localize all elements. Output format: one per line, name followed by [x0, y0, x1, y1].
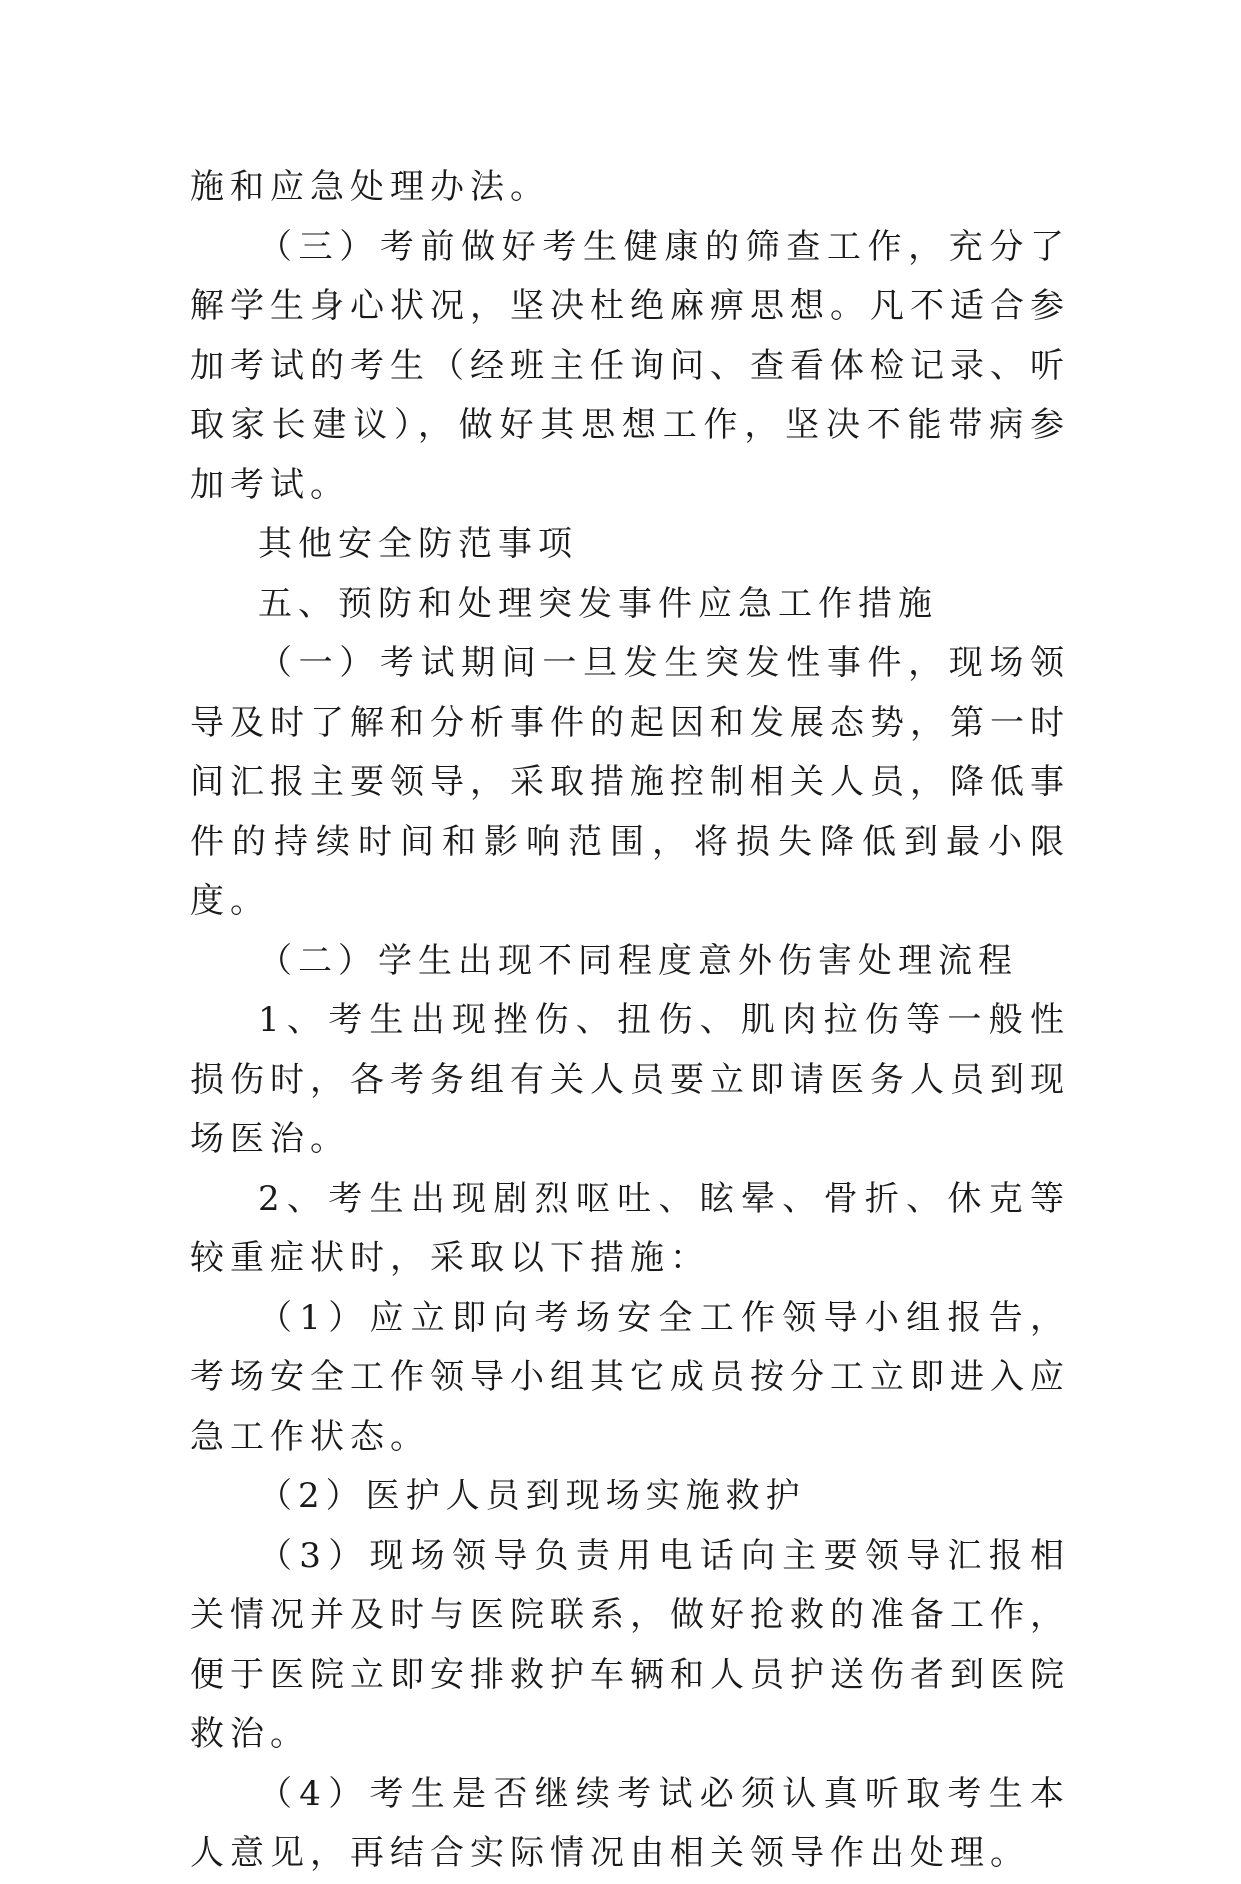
paragraph-step-3: （3）现场领导负责用电话向主要领导汇报相关情况并及时与医院联系，做好抢救的准备工作，便于医院立即安排救护车辆和人员护送伤者到医院救治。: [190, 1535, 1070, 1754]
paragraph-step-1: （1）应立即向考场安全工作领导小组报告，考场安全工作领导小组其它成员按分工立即进入应急工作状态。: [190, 1297, 1070, 1457]
paragraph-serious-symptoms: 2、考生出现剧烈呕吐、眩晕、骨折、休克等较重症状时，采取以下措施：: [190, 1178, 1070, 1278]
paragraph-minor-injury: 1、考生出现挫伤、扭伤、肌肉拉伤等一般性损伤时，各考务组有关人员要立即请医务人员到现场医治。: [190, 1000, 1070, 1159]
paragraph-step-2: （2）医护人员到现场实施救护: [258, 1476, 806, 1516]
paragraph-health-screening: （三）考前做好考生健康的筛查工作，充分了解学生身心状况，坚决杜绝麻痹思想。凡不适合参加考试的考生（经班主任询问、查看体检记录、听取家长建议），做好其思想工作，坚决不能带病参加考试。: [190, 226, 1070, 505]
paragraph-emergency-response: （一）考试期间一旦发生突发性事件，现场领导及时了解和分析事件的起因和发展态势，第一时间汇报主要领导，采取措施控制相关人员，降低事件的持续时间和影响范围，将损失降低到最小限度。: [190, 643, 1070, 921]
paragraph-step-4: （4）考生是否继续考试必须认真听取考生本人意见，再结合实际情况由相关领导作出处理。: [190, 1773, 1070, 1873]
paragraph-continuation: 施和应急处理办法。: [190, 167, 550, 207]
document-body: [190, 158, 1070, 1884]
section-heading-emergency-measures: 五、预防和处理突发事件应急工作措施: [258, 583, 938, 624]
paragraph-injury-procedure-heading: （二）学生出现不同程度意外伤害处理流程: [258, 940, 1018, 981]
paragraph-other-safety: 其他安全防范事项: [258, 524, 578, 564]
